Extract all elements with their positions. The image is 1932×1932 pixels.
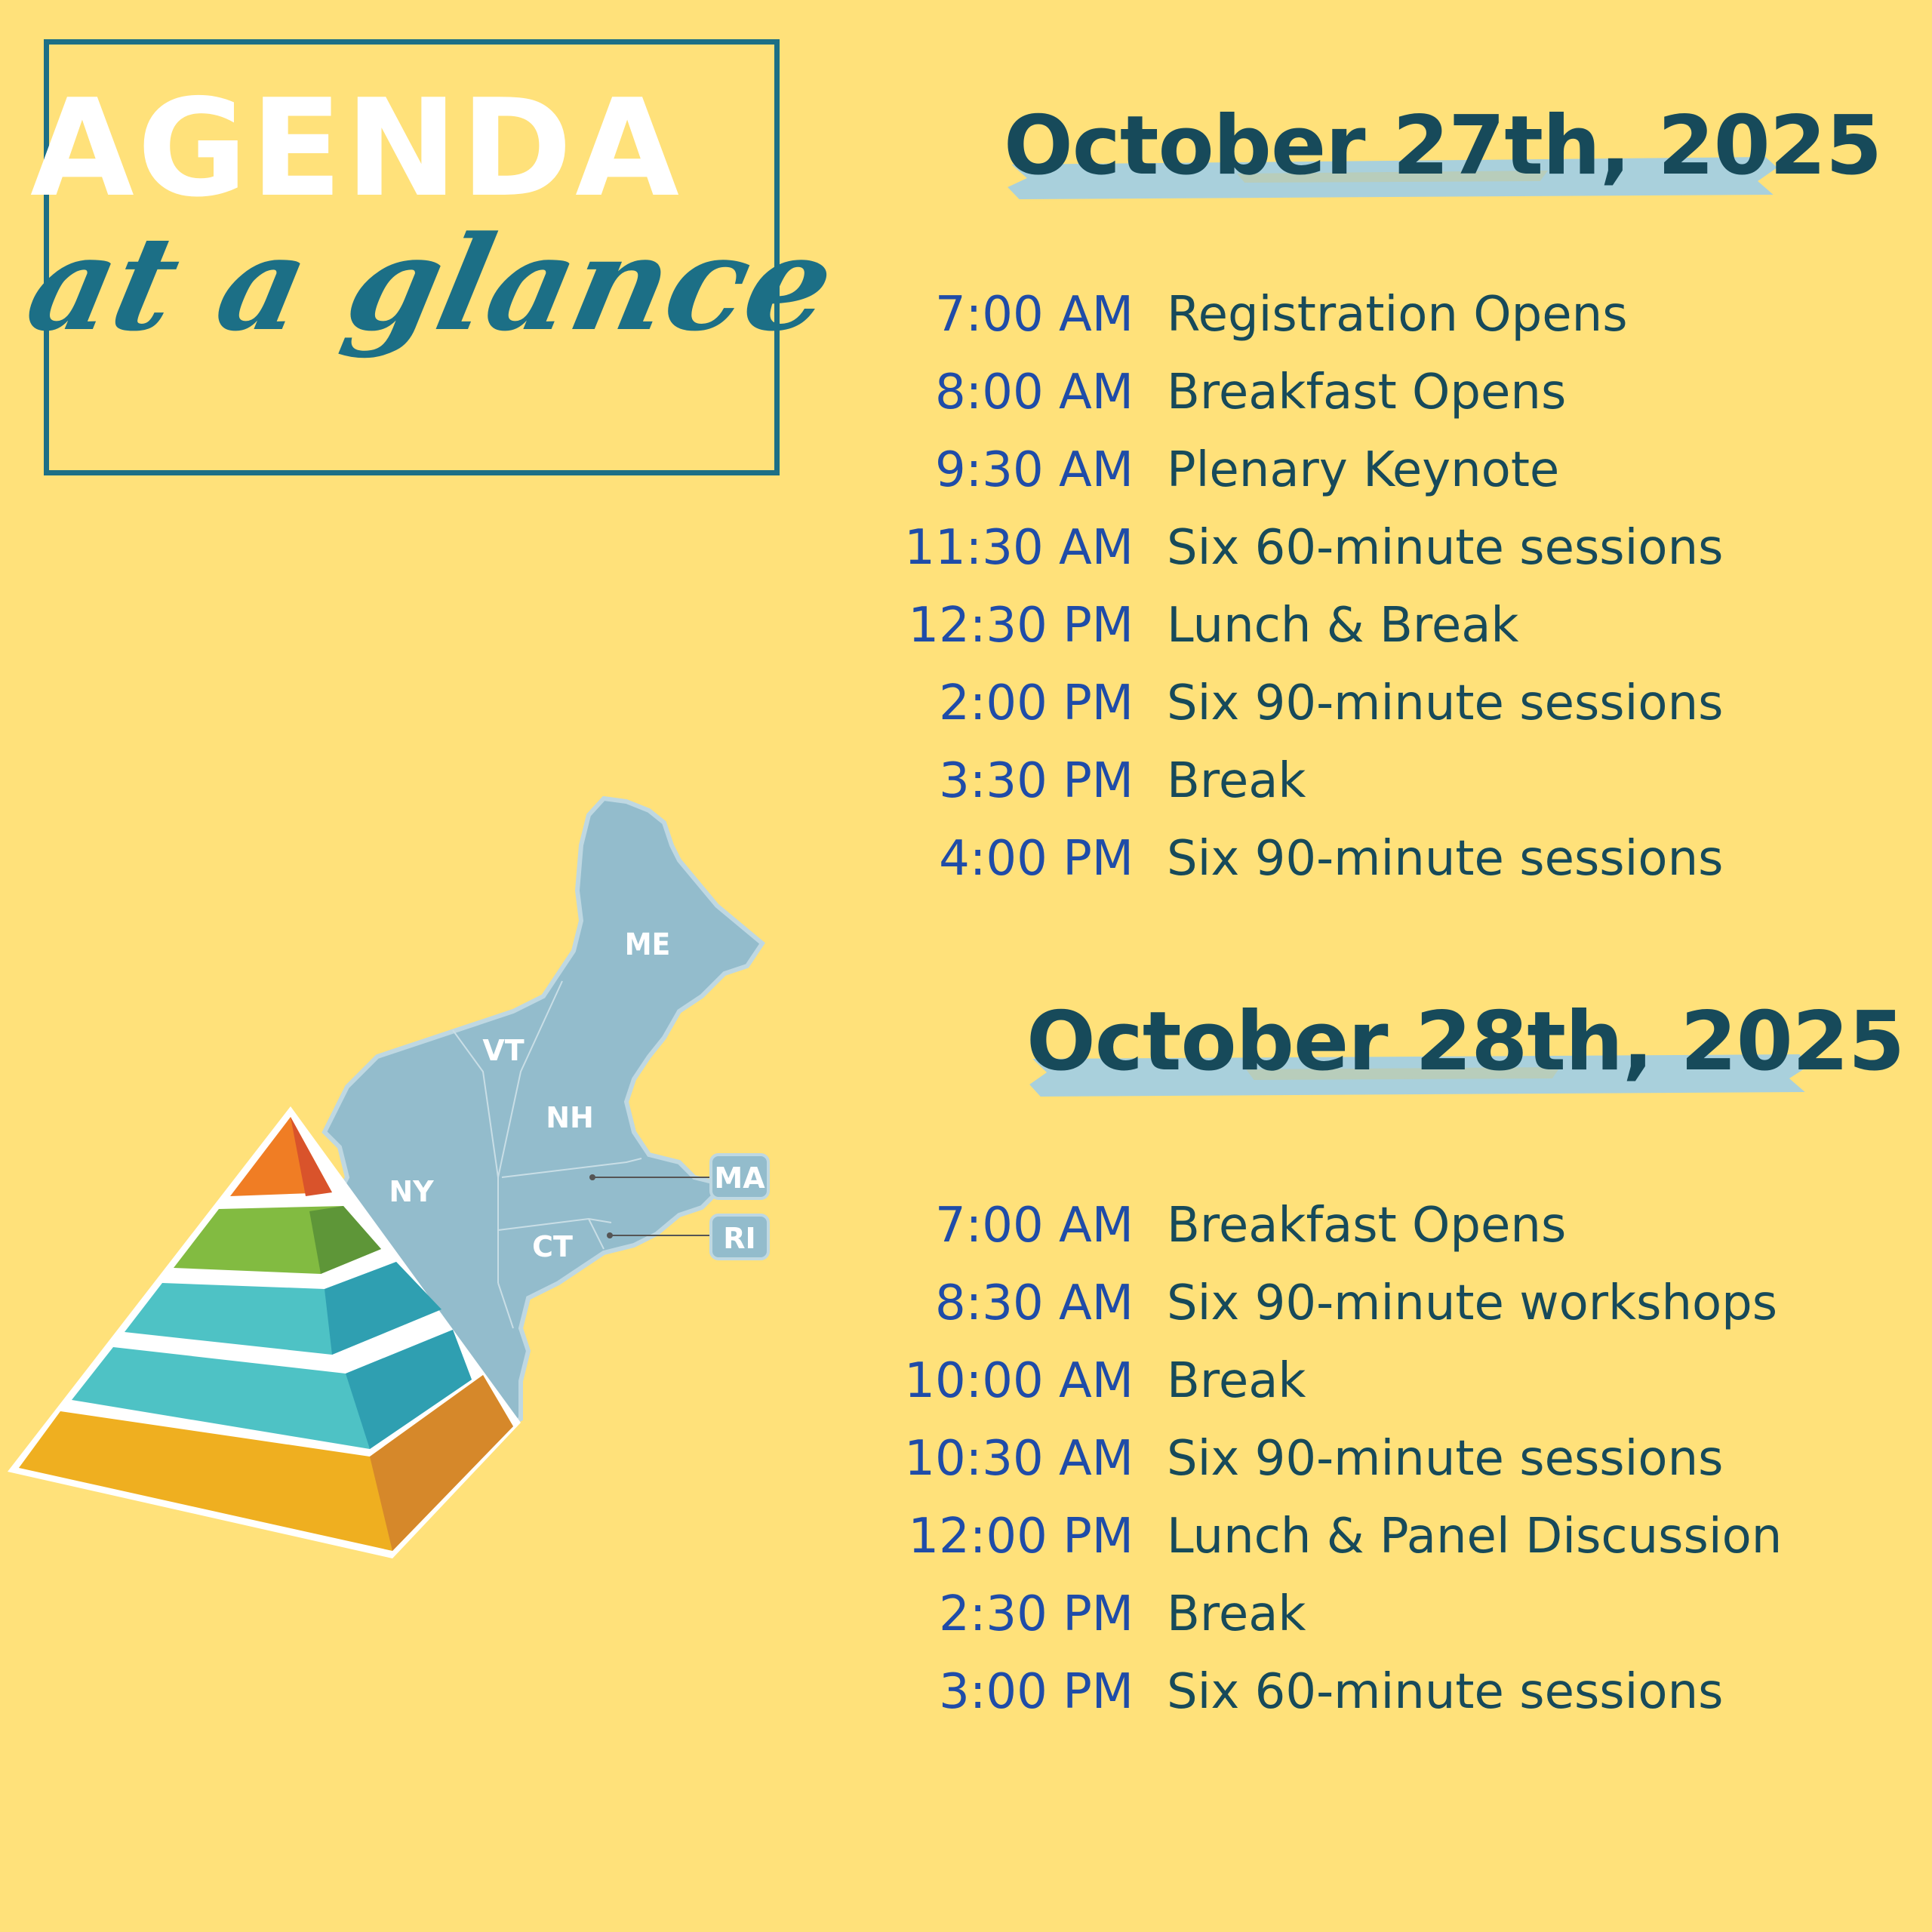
map-label-ct: CT bbox=[532, 1230, 573, 1263]
event: Six 90-minute sessions bbox=[1167, 1430, 1724, 1487]
schedule-row bbox=[838, 586, 1723, 664]
time: 10:00 AM bbox=[904, 1352, 1134, 1409]
time: 2:30 PM bbox=[939, 1586, 1134, 1642]
schedule-row bbox=[838, 1186, 1782, 1264]
time: 8:00 AM bbox=[934, 364, 1134, 420]
agenda-subtitle-script: at a glance bbox=[15, 207, 848, 360]
schedule-row bbox=[838, 820, 1723, 897]
day-2-schedule bbox=[838, 1186, 1782, 1730]
schedule-row bbox=[838, 1497, 1782, 1575]
event: Breakfast Opens bbox=[1167, 1197, 1567, 1254]
time: 12:00 PM bbox=[908, 1508, 1134, 1564]
schedule-row bbox=[838, 275, 1723, 353]
schedule-row bbox=[838, 1653, 1782, 1730]
time: 10:30 AM bbox=[904, 1430, 1134, 1487]
schedule-row bbox=[838, 1264, 1782, 1342]
event: Six 60-minute sessions bbox=[1167, 1663, 1724, 1720]
day-1-heading bbox=[1004, 99, 1882, 234]
schedule-row bbox=[838, 1342, 1782, 1420]
map-label-ri: RI bbox=[723, 1222, 756, 1255]
schedule-row bbox=[838, 353, 1723, 431]
map-label-vt: VT bbox=[482, 1034, 525, 1067]
event: Lunch & Panel Discussion bbox=[1167, 1508, 1783, 1564]
event: Breakfast Opens bbox=[1167, 364, 1567, 420]
time: 3:30 PM bbox=[939, 752, 1134, 809]
schedule-row bbox=[838, 431, 1723, 509]
map-label-me: ME bbox=[624, 928, 671, 962]
day-2-heading bbox=[1026, 995, 1905, 1130]
event: Six 90-minute sessions bbox=[1167, 675, 1724, 731]
schedule-row bbox=[838, 1575, 1782, 1653]
time: 4:00 PM bbox=[939, 830, 1134, 887]
time: 7:00 AM bbox=[934, 1197, 1134, 1254]
time: 9:30 AM bbox=[934, 441, 1134, 498]
event: Six 60-minute sessions bbox=[1167, 519, 1724, 576]
northeast-map-pyramid-illustration bbox=[0, 785, 785, 1570]
schedule-row bbox=[838, 1420, 1782, 1497]
event: Lunch & Break bbox=[1167, 597, 1519, 654]
agenda-title: AGENDA bbox=[30, 70, 682, 226]
event: Break bbox=[1167, 1352, 1306, 1409]
event: Six 90-minute sessions bbox=[1167, 830, 1724, 887]
time: 2:00 PM bbox=[939, 675, 1134, 731]
map-label-ny: NY bbox=[389, 1175, 434, 1208]
day-1-date: October 27th, 2025 bbox=[1004, 99, 1882, 193]
event: Six 90-minute workshops bbox=[1167, 1275, 1778, 1331]
event: Break bbox=[1167, 752, 1306, 809]
schedule-row bbox=[838, 664, 1723, 742]
time: 7:00 AM bbox=[934, 286, 1134, 343]
schedule-row bbox=[838, 742, 1723, 820]
time: 12:30 PM bbox=[908, 597, 1134, 654]
event: Break bbox=[1167, 1586, 1306, 1642]
map-label-ma: MA bbox=[714, 1161, 765, 1195]
time: 8:30 AM bbox=[934, 1275, 1134, 1331]
time: 3:00 PM bbox=[939, 1663, 1134, 1720]
event: Registration Opens bbox=[1167, 286, 1628, 343]
event: Plenary Keynote bbox=[1167, 441, 1560, 498]
day-2-date: October 28th, 2025 bbox=[1026, 995, 1905, 1089]
map-label-nh: NH bbox=[546, 1101, 594, 1134]
schedule-row bbox=[838, 509, 1723, 586]
time: 11:30 AM bbox=[904, 519, 1134, 576]
day-1-schedule bbox=[838, 275, 1723, 897]
